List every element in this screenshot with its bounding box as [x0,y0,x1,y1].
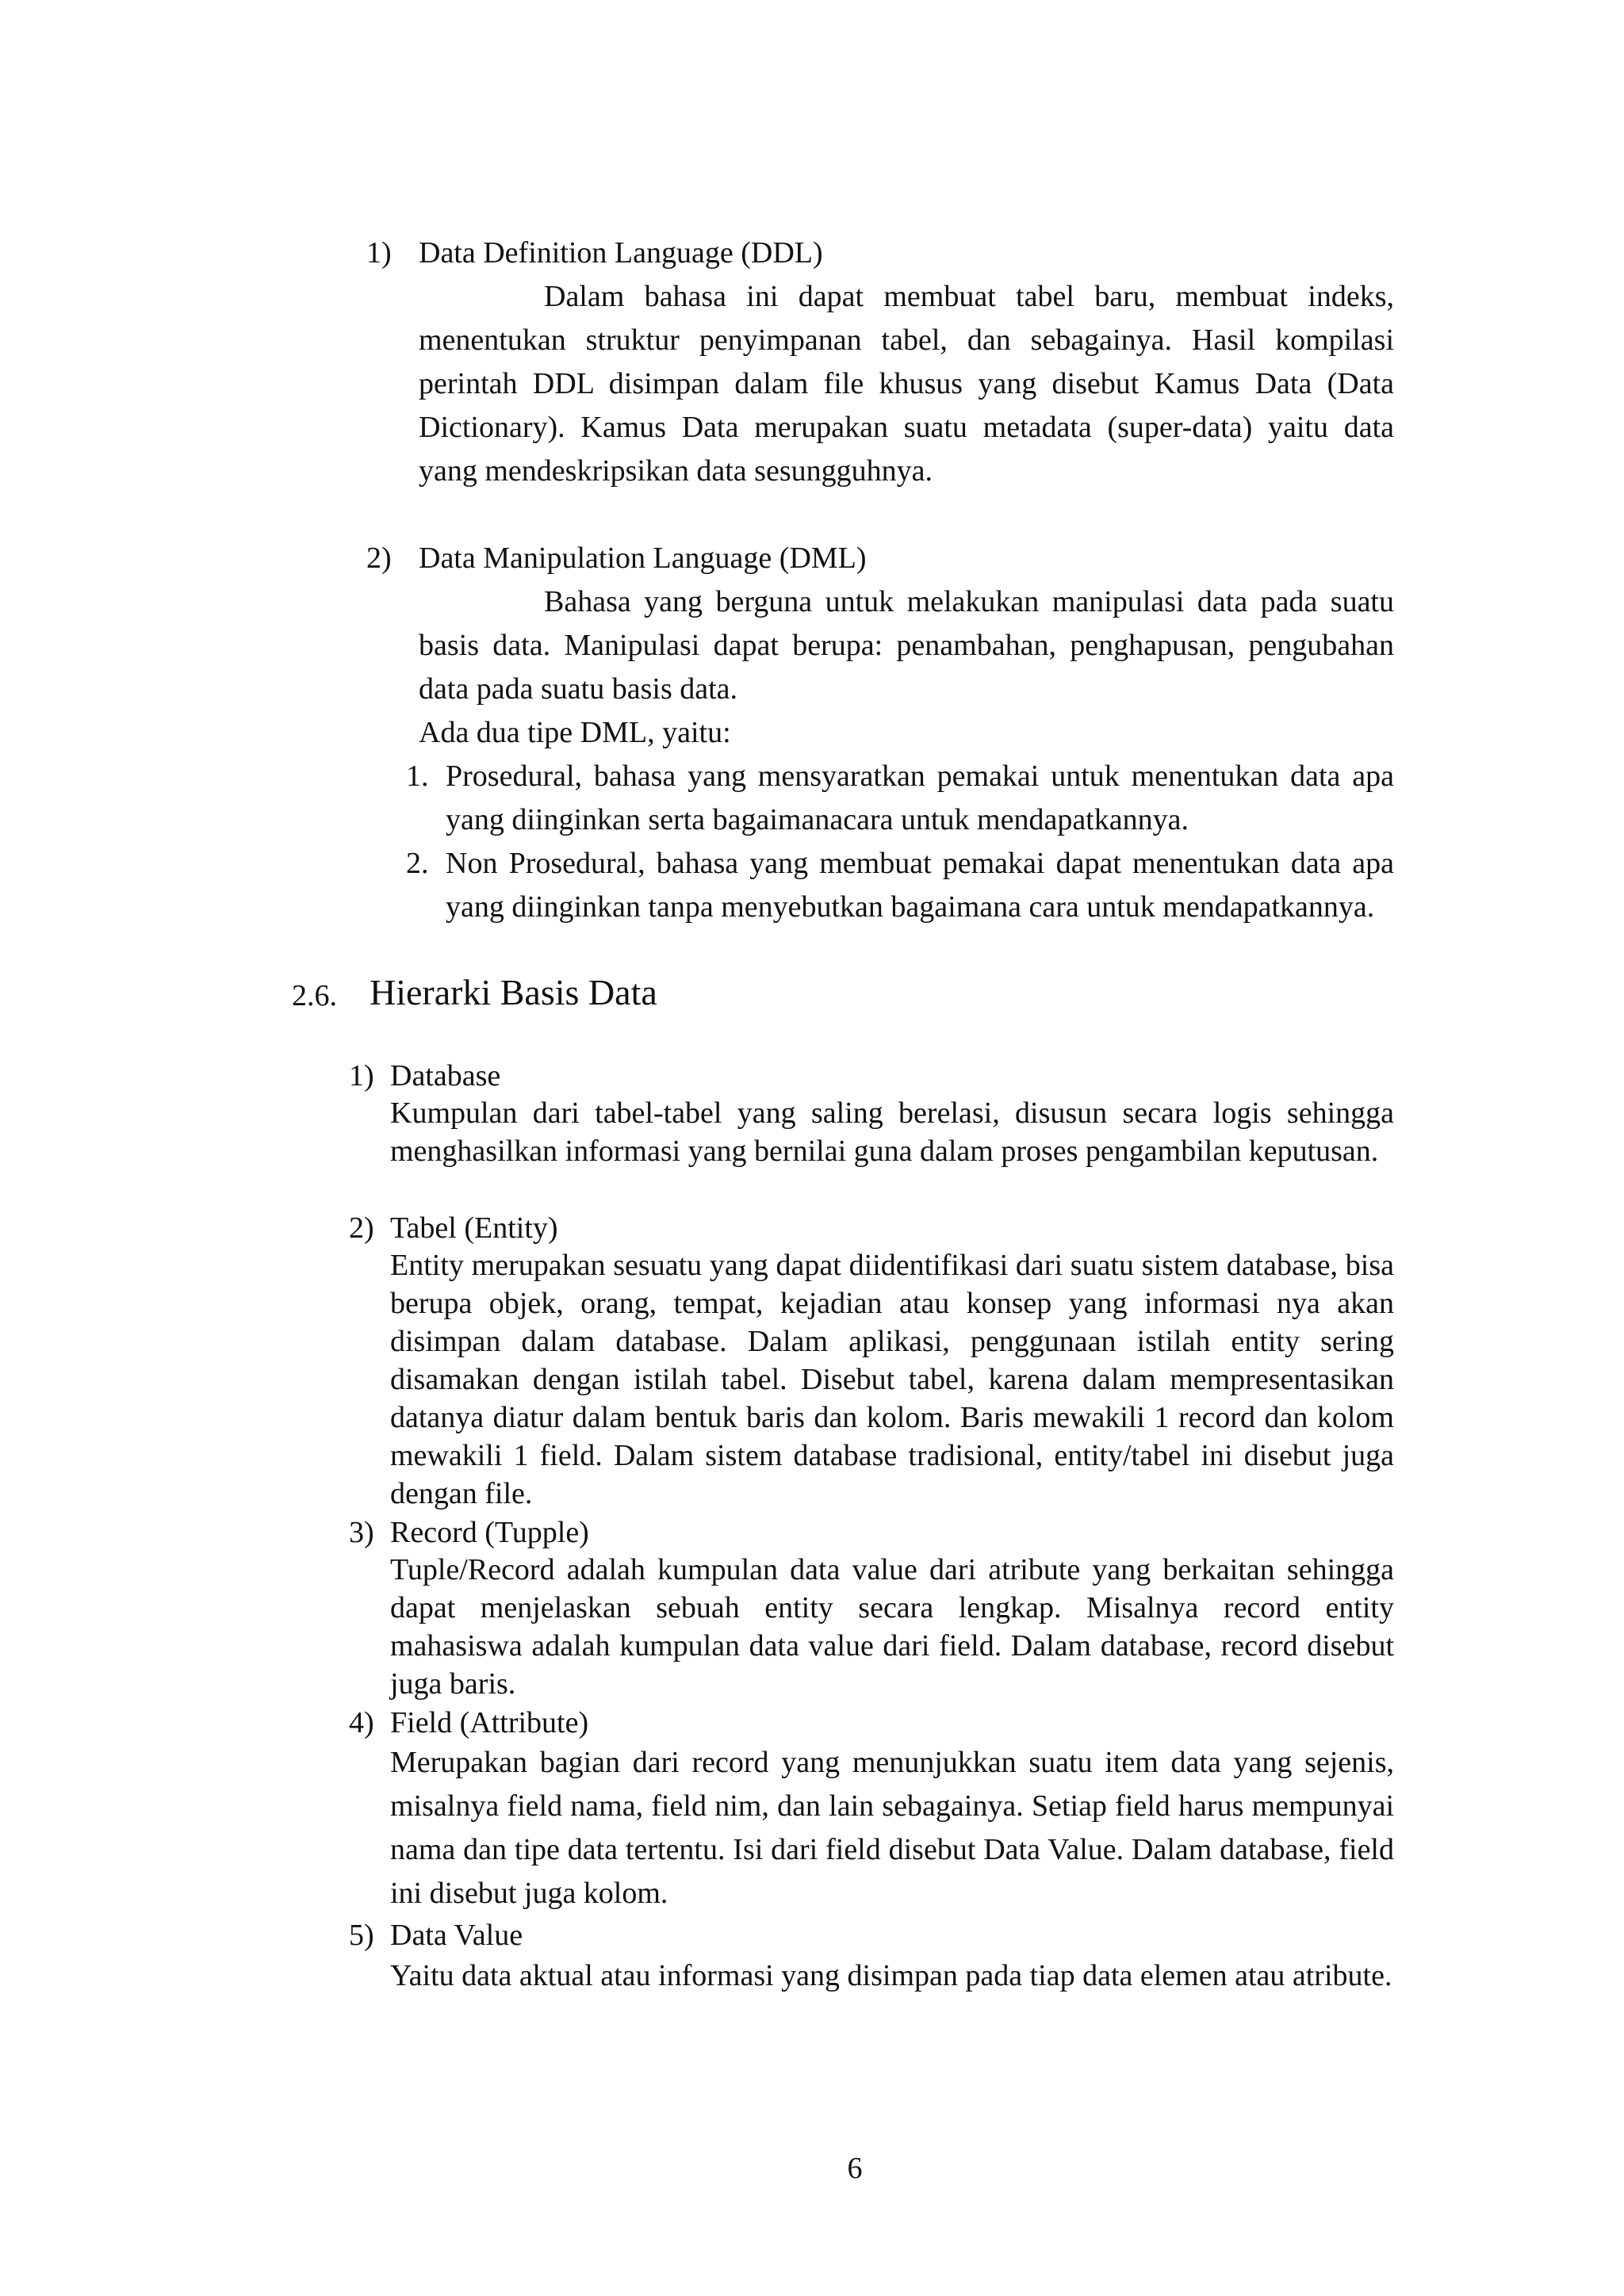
item-number: 2) [349,1211,374,1245]
item-title-data-value: Data Value [390,1919,523,1952]
sub-item-text: Non Prosedural, bahasa yang membuat pemakai dapat menentukan data apa yang diinginkan tanpa menyebutkan bagaimana cara untuk mendapatkannya. [446,847,1394,924]
paragraph-dml: Bahasa yang berguna untuk melakukan manipulasi data pada suatu basis data. Manipulasi dapat berupa: penambahan, penghapusan, pengubahan data pada suatu basis data. [419,585,1394,706]
paragraph-database: Kumpulan dari tabel-tabel yang saling berelasi, disusun secara logis sehingga menghasilkan informasi yang bernilai guna dalam proses pengambilan keputusan. [390,1096,1394,1168]
paragraph-data-value: Yaitu data aktual atau informasi yang disimpan pada tiap data elemen atau atribute. [390,1959,1392,1992]
paragraph-ddl: Dalam bahasa ini dapat membuat tabel baru, membuat indeks, menentukan struktur penyimpanan tabel, dan sebagainya. Hasil kompilasi perintah DDL disimpan dalam file khusus yang disebut Kamus Data (Data Dictionary). Kamus Data merupakan suatu metadata (super-data) yaitu data yang mendeskripsikan data sesungguhnya. [419,280,1394,488]
section-number: 2.6. [292,979,337,1012]
item-title-dml: Data Manipulation Language (DML) [419,541,867,575]
item-number: 2) [366,541,392,575]
item-number: 5) [349,1919,374,1952]
item-title-tabel: Tabel (Entity) [390,1211,558,1245]
paragraph-tabel: Entity merupakan sesuatu yang dapat diidentifikasi dari suatu sistem database, bisa berupa objek, orang, tempat, kejadian atau konsep yang informasi nya akan disimpan dalam database. Dalam aplikasi, penggunaan istilah entity sering disamakan dengan istilah tabel. Disebut tabel, karena dalam mempresentasikan datanya diatur dalam bentuk baris dan kolom. Baris mewakili 1 record dan kolom mewakili 1 field. Dalam sistem database tradisional, entity/tabel ini disebut juga dengan file. [390,1249,1394,1510]
paragraph-field: Merupakan bagian dari record yang menunjukkan suatu item data yang sejenis, misalnya field nama, field nim, dan lain sebagainya. Setiap field harus mempunyai nama dan tipe data tertentu. Isi dari field disebut Data Value. Dalam database, field ini disebut juga kolom. [390,1746,1394,1910]
sub-item-number: 2. [406,847,429,880]
paragraph-record: Tuple/Record adalah kumpulan data value dari atribute yang berkaitan sehingga dapat menjelaskan sebuah entity secara lengkap. Misalnya record entity mahasiswa adalah kumpulan data value dari field. Dalam database, record disebut juga baris. [390,1553,1394,1701]
sub-item-number: 1. [406,760,429,793]
item-title-record: Record (Tupple) [390,1516,589,1549]
sub-item-non-prosedural [406,842,1394,929]
section-title: Hierarki Basis Data [370,972,657,1012]
sub-item-prosedural [406,755,1394,842]
item-title-field: Field (Attribute) [390,1706,589,1739]
page-number: 6 [847,2152,863,2185]
item-title-ddl: Data Definition Language (DDL) [419,236,823,270]
item-number: 3) [349,1516,374,1549]
paragraph-dml-intro: Ada dua tipe DML, yaitu: [419,716,731,749]
sub-item-text: Prosedural, bahasa yang mensyaratkan pemakai untuk menentukan data apa yang diinginkan serta bagaimanacara untuk mendapatkannya. [446,760,1394,836]
item-number: 4) [349,1706,374,1739]
item-number: 1) [349,1059,374,1093]
item-title-database: Database [390,1059,501,1093]
item-number: 1) [366,236,392,270]
